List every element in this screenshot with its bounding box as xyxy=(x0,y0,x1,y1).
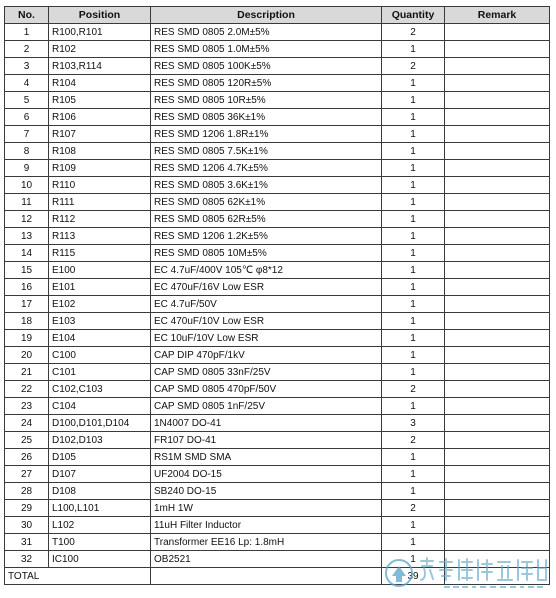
cell-quantity: 1 xyxy=(382,466,445,483)
cell-description: RES SMD 0805 1.0M±5% xyxy=(151,41,382,58)
cell-position: L100,L101 xyxy=(49,500,151,517)
cell-description: 11uH Filter Inductor xyxy=(151,517,382,534)
cell-remark xyxy=(445,296,550,313)
table-row xyxy=(5,330,550,347)
cell-quantity: 1 xyxy=(382,279,445,296)
table-row xyxy=(5,483,550,500)
cell-remark xyxy=(445,75,550,92)
cell-remark xyxy=(445,534,550,551)
cell-description: RS1M SMD SMA xyxy=(151,449,382,466)
cell-description: EC 470uF/10V Low ESR xyxy=(151,313,382,330)
header-description: Description xyxy=(151,7,382,24)
table-row xyxy=(5,398,550,415)
cell-description: RES SMD 0805 10M±5% xyxy=(151,245,382,262)
cell-quantity: 1 xyxy=(382,109,445,126)
cell-position: R103,R114 xyxy=(49,58,151,75)
cell-quantity: 1 xyxy=(382,177,445,194)
cell-remark xyxy=(445,109,550,126)
cell-no: 28 xyxy=(5,483,49,500)
cell-description: EC 470uF/16V Low ESR xyxy=(151,279,382,296)
cell-quantity: 2 xyxy=(382,432,445,449)
cell-position: D107 xyxy=(49,466,151,483)
cell-quantity: 1 xyxy=(382,211,445,228)
cell-position: E103 xyxy=(49,313,151,330)
cell-description: RES SMD 0805 100K±5% xyxy=(151,58,382,75)
cell-position: R111 xyxy=(49,194,151,211)
cell-remark xyxy=(445,398,550,415)
cell-no: 30 xyxy=(5,517,49,534)
cell-description: CAP DIP 470pF/1kV xyxy=(151,347,382,364)
cell-no: 9 xyxy=(5,160,49,177)
cell-quantity: 1 xyxy=(382,330,445,347)
cell-quantity: 1 xyxy=(382,517,445,534)
cell-position: E104 xyxy=(49,330,151,347)
cell-quantity: 1 xyxy=(382,483,445,500)
cell-remark xyxy=(445,245,550,262)
cell-no: 19 xyxy=(5,330,49,347)
header-position: Position xyxy=(49,7,151,24)
cell-description: RES SMD 0805 62K±1% xyxy=(151,194,382,211)
cell-description: RES SMD 1206 4.7K±5% xyxy=(151,160,382,177)
cell-no: 5 xyxy=(5,92,49,109)
table-row xyxy=(5,449,550,466)
cell-position: E102 xyxy=(49,296,151,313)
cell-position: C101 xyxy=(49,364,151,381)
cell-quantity: 1 xyxy=(382,228,445,245)
table-row xyxy=(5,92,550,109)
table-row xyxy=(5,296,550,313)
cell-description: RES SMD 1206 1.8R±1% xyxy=(151,126,382,143)
cell-remark xyxy=(445,449,550,466)
table-row xyxy=(5,432,550,449)
table-row xyxy=(5,160,550,177)
cell-position: T100 xyxy=(49,534,151,551)
cell-position: R112 xyxy=(49,211,151,228)
table-row xyxy=(5,347,550,364)
cell-no: 26 xyxy=(5,449,49,466)
table-row xyxy=(5,58,550,75)
cell-remark xyxy=(445,466,550,483)
cell-quantity: 1 xyxy=(382,449,445,466)
cell-description: CAP SMD 0805 470pF/50V xyxy=(151,381,382,398)
table-row xyxy=(5,415,550,432)
bom-table xyxy=(4,6,550,585)
cell-description: OB2521 xyxy=(151,551,382,568)
cell-description: EC 10uF/10V Low ESR xyxy=(151,330,382,347)
table-row xyxy=(5,75,550,92)
cell-remark xyxy=(445,500,550,517)
cell-remark xyxy=(445,194,550,211)
total-description xyxy=(151,568,382,585)
cell-remark xyxy=(445,41,550,58)
cell-remark xyxy=(445,126,550,143)
table-row xyxy=(5,211,550,228)
header-row xyxy=(5,7,550,24)
cell-position: D100,D101,D104 xyxy=(49,415,151,432)
cell-no: 29 xyxy=(5,500,49,517)
cell-position: R106 xyxy=(49,109,151,126)
cell-no: 11 xyxy=(5,194,49,211)
cell-quantity: 1 xyxy=(382,551,445,568)
cell-position: R107 xyxy=(49,126,151,143)
cell-no: 20 xyxy=(5,347,49,364)
cell-no: 16 xyxy=(5,279,49,296)
cell-description: 1N4007 DO-41 xyxy=(151,415,382,432)
cell-description: RES SMD 0805 62R±5% xyxy=(151,211,382,228)
cell-remark xyxy=(445,415,550,432)
table-row xyxy=(5,313,550,330)
cell-description: Transformer EE16 Lp: 1.8mH xyxy=(151,534,382,551)
cell-position: R100,R101 xyxy=(49,24,151,41)
cell-position: D105 xyxy=(49,449,151,466)
cell-quantity: 1 xyxy=(382,126,445,143)
cell-remark xyxy=(445,279,550,296)
cell-quantity: 1 xyxy=(382,194,445,211)
table-row xyxy=(5,177,550,194)
cell-position: IC100 xyxy=(49,551,151,568)
cell-remark xyxy=(445,160,550,177)
table-row xyxy=(5,534,550,551)
total-remark xyxy=(445,568,550,585)
table-row xyxy=(5,41,550,58)
cell-remark xyxy=(445,211,550,228)
cell-position: C102,C103 xyxy=(49,381,151,398)
cell-position: R102 xyxy=(49,41,151,58)
cell-quantity: 1 xyxy=(382,347,445,364)
cell-quantity: 1 xyxy=(382,534,445,551)
cell-remark xyxy=(445,432,550,449)
cell-position: C100 xyxy=(49,347,151,364)
cell-description: CAP SMD 0805 33nF/25V xyxy=(151,364,382,381)
cell-remark xyxy=(445,517,550,534)
cell-quantity: 1 xyxy=(382,398,445,415)
cell-description: SB240 DO-15 xyxy=(151,483,382,500)
cell-quantity: 1 xyxy=(382,262,445,279)
cell-quantity: 1 xyxy=(382,143,445,160)
cell-position: R105 xyxy=(49,92,151,109)
cell-description: UF2004 DO-15 xyxy=(151,466,382,483)
cell-remark xyxy=(445,381,550,398)
table-row xyxy=(5,364,550,381)
table-row xyxy=(5,517,550,534)
table-row xyxy=(5,228,550,245)
cell-position: R104 xyxy=(49,75,151,92)
cell-description: RES SMD 0805 36K±1% xyxy=(151,109,382,126)
cell-no: 21 xyxy=(5,364,49,381)
cell-position: R115 xyxy=(49,245,151,262)
cell-quantity: 2 xyxy=(382,24,445,41)
cell-quantity: 2 xyxy=(382,381,445,398)
total-label: TOTAL xyxy=(5,568,151,585)
table-row xyxy=(5,143,550,160)
cell-remark xyxy=(445,262,550,279)
cell-description: RES SMD 0805 3.6K±1% xyxy=(151,177,382,194)
cell-remark xyxy=(445,58,550,75)
cell-position: R110 xyxy=(49,177,151,194)
cell-no: 6 xyxy=(5,109,49,126)
header-remark: Remark xyxy=(445,7,550,24)
cell-quantity: 1 xyxy=(382,245,445,262)
cell-remark xyxy=(445,24,550,41)
cell-description: FR107 DO-41 xyxy=(151,432,382,449)
cell-no: 22 xyxy=(5,381,49,398)
cell-quantity: 3 xyxy=(382,415,445,432)
cell-description: 1mH 1W xyxy=(151,500,382,517)
cell-position: D102,D103 xyxy=(49,432,151,449)
table-body xyxy=(5,24,550,568)
table-row xyxy=(5,500,550,517)
cell-remark xyxy=(445,551,550,568)
table-row xyxy=(5,194,550,211)
cell-quantity: 1 xyxy=(382,41,445,58)
cell-position: C104 xyxy=(49,398,151,415)
total-row xyxy=(5,568,550,585)
cell-position: R109 xyxy=(49,160,151,177)
cell-description: RES SMD 0805 120R±5% xyxy=(151,75,382,92)
header-quantity: Quantity xyxy=(382,7,445,24)
cell-no: 25 xyxy=(5,432,49,449)
header-no: No. xyxy=(5,7,49,24)
cell-no: 7 xyxy=(5,126,49,143)
cell-remark xyxy=(445,143,550,160)
cell-remark xyxy=(445,177,550,194)
cell-position: E101 xyxy=(49,279,151,296)
cell-no: 10 xyxy=(5,177,49,194)
cell-quantity: 2 xyxy=(382,58,445,75)
cell-description: RES SMD 0805 10R±5% xyxy=(151,92,382,109)
table-row xyxy=(5,126,550,143)
cell-no: 24 xyxy=(5,415,49,432)
cell-position: R108 xyxy=(49,143,151,160)
cell-no: 18 xyxy=(5,313,49,330)
cell-quantity: 1 xyxy=(382,364,445,381)
cell-no: 31 xyxy=(5,534,49,551)
cell-description: RES SMD 1206 1.2K±5% xyxy=(151,228,382,245)
cell-no: 23 xyxy=(5,398,49,415)
cell-description: RES SMD 0805 2.0M±5% xyxy=(151,24,382,41)
cell-description: EC 4.7uF/50V xyxy=(151,296,382,313)
cell-no: 1 xyxy=(5,24,49,41)
total-quantity: 39 xyxy=(382,568,445,585)
cell-no: 2 xyxy=(5,41,49,58)
cell-position: L102 xyxy=(49,517,151,534)
cell-quantity: 1 xyxy=(382,75,445,92)
cell-remark xyxy=(445,364,550,381)
cell-remark xyxy=(445,92,550,109)
cell-quantity: 1 xyxy=(382,296,445,313)
cell-remark xyxy=(445,483,550,500)
cell-no: 14 xyxy=(5,245,49,262)
cell-no: 4 xyxy=(5,75,49,92)
cell-remark xyxy=(445,228,550,245)
table-row xyxy=(5,466,550,483)
table-row xyxy=(5,245,550,262)
cell-quantity: 1 xyxy=(382,313,445,330)
cell-description: CAP SMD 0805 1nF/25V xyxy=(151,398,382,415)
cell-quantity: 1 xyxy=(382,92,445,109)
cell-quantity: 2 xyxy=(382,500,445,517)
cell-no: 8 xyxy=(5,143,49,160)
table-row xyxy=(5,551,550,568)
cell-no: 17 xyxy=(5,296,49,313)
cell-remark xyxy=(445,347,550,364)
cell-remark xyxy=(445,330,550,347)
cell-position: D108 xyxy=(49,483,151,500)
cell-no: 15 xyxy=(5,262,49,279)
cell-no: 27 xyxy=(5,466,49,483)
table-row xyxy=(5,24,550,41)
cell-position: E100 xyxy=(49,262,151,279)
cell-no: 32 xyxy=(5,551,49,568)
cell-no: 12 xyxy=(5,211,49,228)
cell-no: 3 xyxy=(5,58,49,75)
cell-position: R113 xyxy=(49,228,151,245)
table-row xyxy=(5,109,550,126)
cell-description: EC 4.7uF/400V 105℃ φ8*12 xyxy=(151,262,382,279)
table-row xyxy=(5,381,550,398)
cell-remark xyxy=(445,313,550,330)
cell-quantity: 1 xyxy=(382,160,445,177)
cell-no: 13 xyxy=(5,228,49,245)
table-row xyxy=(5,279,550,296)
table-row xyxy=(5,262,550,279)
cell-description: RES SMD 0805 7.5K±1% xyxy=(151,143,382,160)
